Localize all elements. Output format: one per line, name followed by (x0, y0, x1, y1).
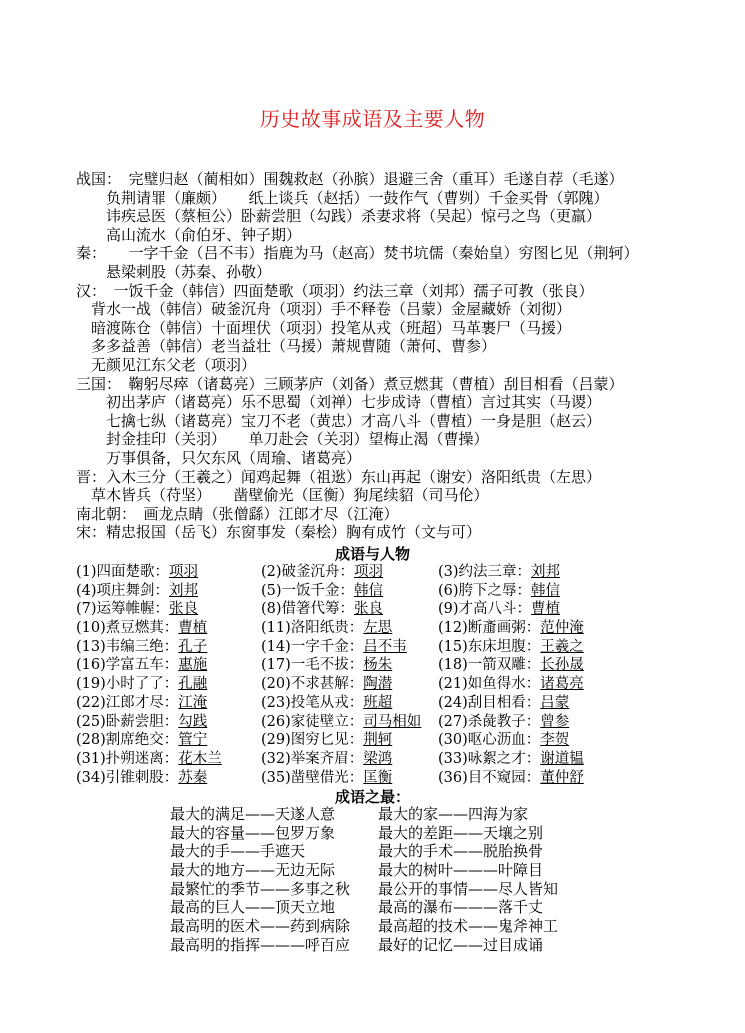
idiom-entry (438, 638, 584, 657)
superlative-item: 最大的容量——包罗万象 (170, 823, 336, 842)
idiom-entry (76, 694, 207, 713)
person-answer: 陶潜 (363, 676, 393, 693)
person-answer: 梁鸿 (363, 750, 393, 767)
idiom-text: (1)四面楚歌： (76, 564, 170, 580)
person-answer: 杨朱 (363, 657, 393, 674)
person-answer: 曹植 (531, 601, 561, 618)
idiom-entry (261, 600, 383, 619)
person-answer: 江淹 (178, 694, 208, 711)
person-answer: 左思 (363, 620, 393, 637)
person-answer: 勾践 (178, 713, 208, 730)
idiom-entry (261, 750, 392, 769)
period-line: 三国： 鞠躬尽瘁（诸葛亮）三顾茅庐（刘备）煮豆燃萁（曹植）刮目相看（吕蒙） (76, 374, 624, 393)
person-answer: 班超 (363, 694, 393, 711)
period-line: 悬梁刺股（苏秦、孙敬） (76, 262, 272, 281)
idiom-entry (76, 731, 207, 750)
idiom-row (76, 769, 676, 788)
period-line: 草木皆兵（苻坚） 凿壁偷光（匡衡）狗尾续貂（司马伦） (76, 486, 489, 505)
idiom-row (76, 694, 676, 713)
superlative-row (170, 936, 590, 955)
idiom-text: (23)投笔从戎： (261, 694, 364, 711)
idiom-text: (29)图穷匕见： (261, 732, 364, 749)
idiom-entry (76, 638, 207, 657)
idiom-row (76, 675, 676, 694)
idiom-row (76, 600, 676, 619)
person-answer: 王羲之 (540, 638, 584, 655)
idiom-text: (4)项庄舞剑： (76, 582, 170, 599)
idiom-text: (24)刮目相看： (438, 694, 541, 711)
idiom-entry (261, 619, 392, 638)
period-line: 汉： 一饭千金（韩信）四面楚歌（项羽）约法三章（刘邦）孺子可教（张良） (76, 281, 594, 300)
person-answer: 张良 (354, 601, 384, 618)
idiom-text: (31)扑朔迷离： (76, 750, 179, 767)
person-answer: 韩信 (531, 582, 561, 599)
idiom-entry (76, 656, 207, 675)
idiom-text: (32)举案齐眉： (261, 750, 364, 767)
idiom-text: (12)断齑画粥： (438, 620, 541, 637)
idiom-entry (438, 769, 584, 788)
idiom-text: (3)约法三章： (438, 564, 532, 580)
person-answer: 花木兰 (178, 750, 222, 767)
idiom-text: (25)卧薪尝胆： (76, 713, 179, 730)
idiom-entry (261, 582, 383, 601)
superlative-row (170, 917, 590, 936)
person-answer: 谢道韫 (540, 750, 584, 767)
person-answer: 匡衡 (363, 769, 393, 786)
superlative-item: 最大的手术——脱胎换骨 (378, 842, 544, 861)
idiom-entry (76, 750, 222, 769)
idiom-entry (76, 582, 198, 601)
period-line: 封金挂印（关羽） 单刀赴会（关羽）望梅止渴（曹操） (76, 430, 489, 449)
person-answer: 曹植 (178, 620, 208, 637)
idiom-text: (13)韦编三绝： (76, 638, 179, 655)
idiom-text: (20)不求甚解： (261, 676, 364, 693)
idiom-entry (76, 600, 198, 619)
idiom-entry (76, 563, 198, 582)
person-answer: 苏秦 (178, 769, 208, 786)
idiom-text: (36)目不窥园： (438, 769, 541, 786)
superlative-row (170, 898, 590, 917)
idiom-row (76, 713, 676, 732)
period-line: 万事俱备，只欠东风（周瑜、诸葛亮） (76, 448, 362, 467)
idiom-text: (22)江郎才尽： (76, 694, 179, 711)
period-line: 负荆请罪（廉颇） 纸上谈兵（赵括）一鼓作气（曹刿）千金买骨（郭隗） (76, 188, 609, 207)
document-title: 历史故事成语及主要人物 (259, 107, 486, 131)
person-answer: 董仲舒 (540, 769, 584, 786)
idiom-text: (5)一饭千金： (261, 582, 355, 599)
idiom-text: (16)学富五车： (76, 657, 179, 674)
idiom-text: (30)呕心沥血： (438, 732, 541, 749)
superlative-row (170, 805, 590, 824)
person-answer: 荆轲 (363, 732, 393, 749)
idiom-row (76, 638, 676, 657)
idiom-row (76, 619, 676, 638)
period-line: 晋：入木三分（王羲之）闻鸡起舞（祖逖）东山再起（谢安）洛阳纸贵（左思） (76, 467, 602, 486)
idiom-entry (261, 675, 392, 694)
idiom-text: (18)一箭双雕： (438, 657, 541, 674)
idiom-row (76, 656, 676, 675)
superlative-row (170, 824, 590, 843)
period-idiom-list (76, 170, 736, 542)
period-line: 秦： 一字千金（吕不韦）指鹿为马（赵高）焚书坑儒（秦始皇）穷图匕见（荆轲） (76, 244, 639, 263)
idiom-text: (11)洛阳纸贵： (261, 620, 364, 637)
superlative-item: 最高的瀑布———落千丈 (378, 898, 544, 917)
idiom-entry (438, 694, 569, 713)
person-answer: 刘邦 (531, 564, 561, 580)
superlative-item: 最大的家——四海为家 (378, 805, 529, 823)
idiom-text: (28)割席绝交： (76, 732, 179, 749)
period-line: 宋：精忠报国（岳飞）东窗事发（秦桧）胸有成竹（文与可） (76, 523, 482, 542)
idiom-text: (6)胯下之辱： (438, 582, 532, 599)
idiom-text: (19)小时了了： (76, 676, 179, 693)
person-answer: 管宁 (178, 732, 208, 749)
period-line: 南北朝： 画龙点睛（张僧繇）江郎才尽（江淹） (76, 504, 399, 523)
person-answer: 李贺 (540, 732, 570, 749)
person-answer: 惠施 (178, 657, 208, 674)
idiom-text: (33)咏絮之才： (438, 750, 541, 767)
idiom-entry (438, 600, 560, 619)
superlative-item: 最公开的事情——尽人皆知 (378, 879, 559, 898)
idiom-text: (8)借箸代筹： (261, 601, 355, 618)
idiom-entry (438, 619, 584, 638)
period-line: 初出茅庐（诸葛亮）乐不思蜀（刘禅）七步成诗（曹植）言过其实（马谡） (76, 393, 602, 412)
superlative-item: 最大的手——手遮天 (170, 842, 306, 861)
person-answer: 孔融 (178, 676, 208, 693)
idiom-entry (261, 769, 392, 788)
superlative-item: 最大的地方——无边无际 (170, 861, 336, 880)
superlative-item: 最好的记忆——过目成诵 (378, 935, 544, 954)
idiom-entry (438, 582, 560, 601)
idiom-person-heading: 成语与人物 (334, 545, 410, 563)
idiom-entry (438, 675, 584, 694)
superlative-item: 最高的巨人——顶天立地 (170, 898, 336, 917)
idiom-entry (438, 731, 569, 750)
idiom-text: (21)如鱼得水： (438, 676, 541, 693)
period-line: 暗渡陈仓（韩信）十面埋伏（项羽）投笔从戎（班超）马革裹尸（马援） (76, 318, 572, 337)
superlative-row (170, 861, 590, 880)
idiom-entry (261, 563, 383, 582)
idiom-entry (261, 694, 392, 713)
idiom-entry (76, 769, 207, 788)
person-answer: 吕不韦 (363, 638, 407, 655)
idiom-text: (26)家徒壁立： (261, 713, 364, 730)
idiom-row (76, 582, 676, 601)
idiom-entry (438, 656, 584, 675)
idiom-entry (261, 713, 421, 732)
person-answer: 项羽 (169, 564, 199, 580)
superlative-item: 最高明的指挥———呼百应 (170, 935, 351, 954)
superlative-row (170, 880, 590, 899)
superlative-item: 最繁忙的季节——多事之秋 (170, 879, 351, 898)
person-answer: 刘邦 (169, 582, 199, 599)
idiom-text: (35)凿壁借光： (261, 769, 364, 786)
superlative-row (170, 842, 590, 861)
idiom-row (76, 750, 676, 769)
superlative-item: 最大的树叶———叶障目 (378, 861, 544, 880)
idiom-entry (438, 563, 560, 582)
idiom-text: (2)破釜沉舟： (261, 564, 355, 580)
idiom-row (76, 731, 676, 750)
period-line: 多多益善（韩信）老当益壮（马援）萧规曹随（萧何、曹参） (76, 337, 497, 356)
person-answer: 范仲淹 (540, 620, 584, 637)
period-line: 七擒七纵（诸葛亮）宝刀不老（黄忠）才高八斗（曹植）一身是胆（赵云） (76, 411, 602, 430)
idiom-text: (17)一毛不拔： (261, 657, 364, 674)
idiom-text: (10)煮豆燃萁： (76, 620, 179, 637)
person-answer: 韩信 (354, 582, 384, 599)
person-answer: 曾参 (540, 713, 570, 730)
idiom-superlatives-heading: 成语之最： (334, 788, 410, 806)
idiom-text: (7)运筹帷幄： (76, 601, 170, 618)
superlative-item: 最高超的技术——鬼斧神工 (378, 917, 559, 936)
idiom-entry (76, 619, 207, 638)
idiom-entry (261, 656, 392, 675)
idiom-superlatives-list (170, 805, 590, 955)
period-line: 讳疾忌医（蔡桓公）卧薪尝胆（勾践）杀妻求将（吴起）惊弓之鸟（更羸） (76, 207, 602, 226)
superlative-item: 最大的满足——天遂人意 (170, 805, 336, 823)
idiom-entry (76, 713, 207, 732)
idiom-person-grid (76, 563, 676, 787)
idiom-entry (261, 731, 392, 750)
idiom-text: (9)才高八斗： (438, 601, 532, 618)
person-answer: 司马相如 (363, 713, 422, 730)
superlative-item: 最高明的医术——药到病除 (170, 917, 351, 936)
period-line: 背水一战（韩信）破釜沉舟（项羽）手不释卷（吕蒙）金屋藏娇（刘彻） (76, 300, 572, 319)
person-answer: 诸葛亮 (540, 676, 584, 693)
person-answer: 张良 (169, 601, 199, 618)
idiom-text: (15)东床坦腹： (438, 638, 541, 655)
idiom-text: (34)引锥刺股： (76, 769, 179, 786)
idiom-row (76, 563, 676, 582)
idiom-entry (438, 750, 584, 769)
person-answer: 吕蒙 (540, 694, 570, 711)
idiom-entry (261, 638, 407, 657)
idiom-text: (27)杀彘教子： (438, 713, 541, 730)
person-answer: 孔子 (178, 638, 208, 655)
period-line: 无颜见江东父老（项羽） (76, 355, 257, 374)
period-line: 高山流水（俞伯牙、钟子期） (76, 225, 302, 244)
idiom-entry (76, 675, 207, 694)
idiom-entry (438, 713, 569, 732)
period-line: 战国： 完璧归赵（蔺相如）围魏救赵（孙膑）退避三舍（重耳）毛遂自荐（毛遂） (76, 170, 624, 188)
person-answer: 长孙晟 (540, 657, 584, 674)
idiom-text: (14)一字千金： (261, 638, 364, 655)
superlative-item: 最大的差距——天壤之别 (378, 823, 544, 842)
person-answer: 项羽 (354, 564, 384, 580)
